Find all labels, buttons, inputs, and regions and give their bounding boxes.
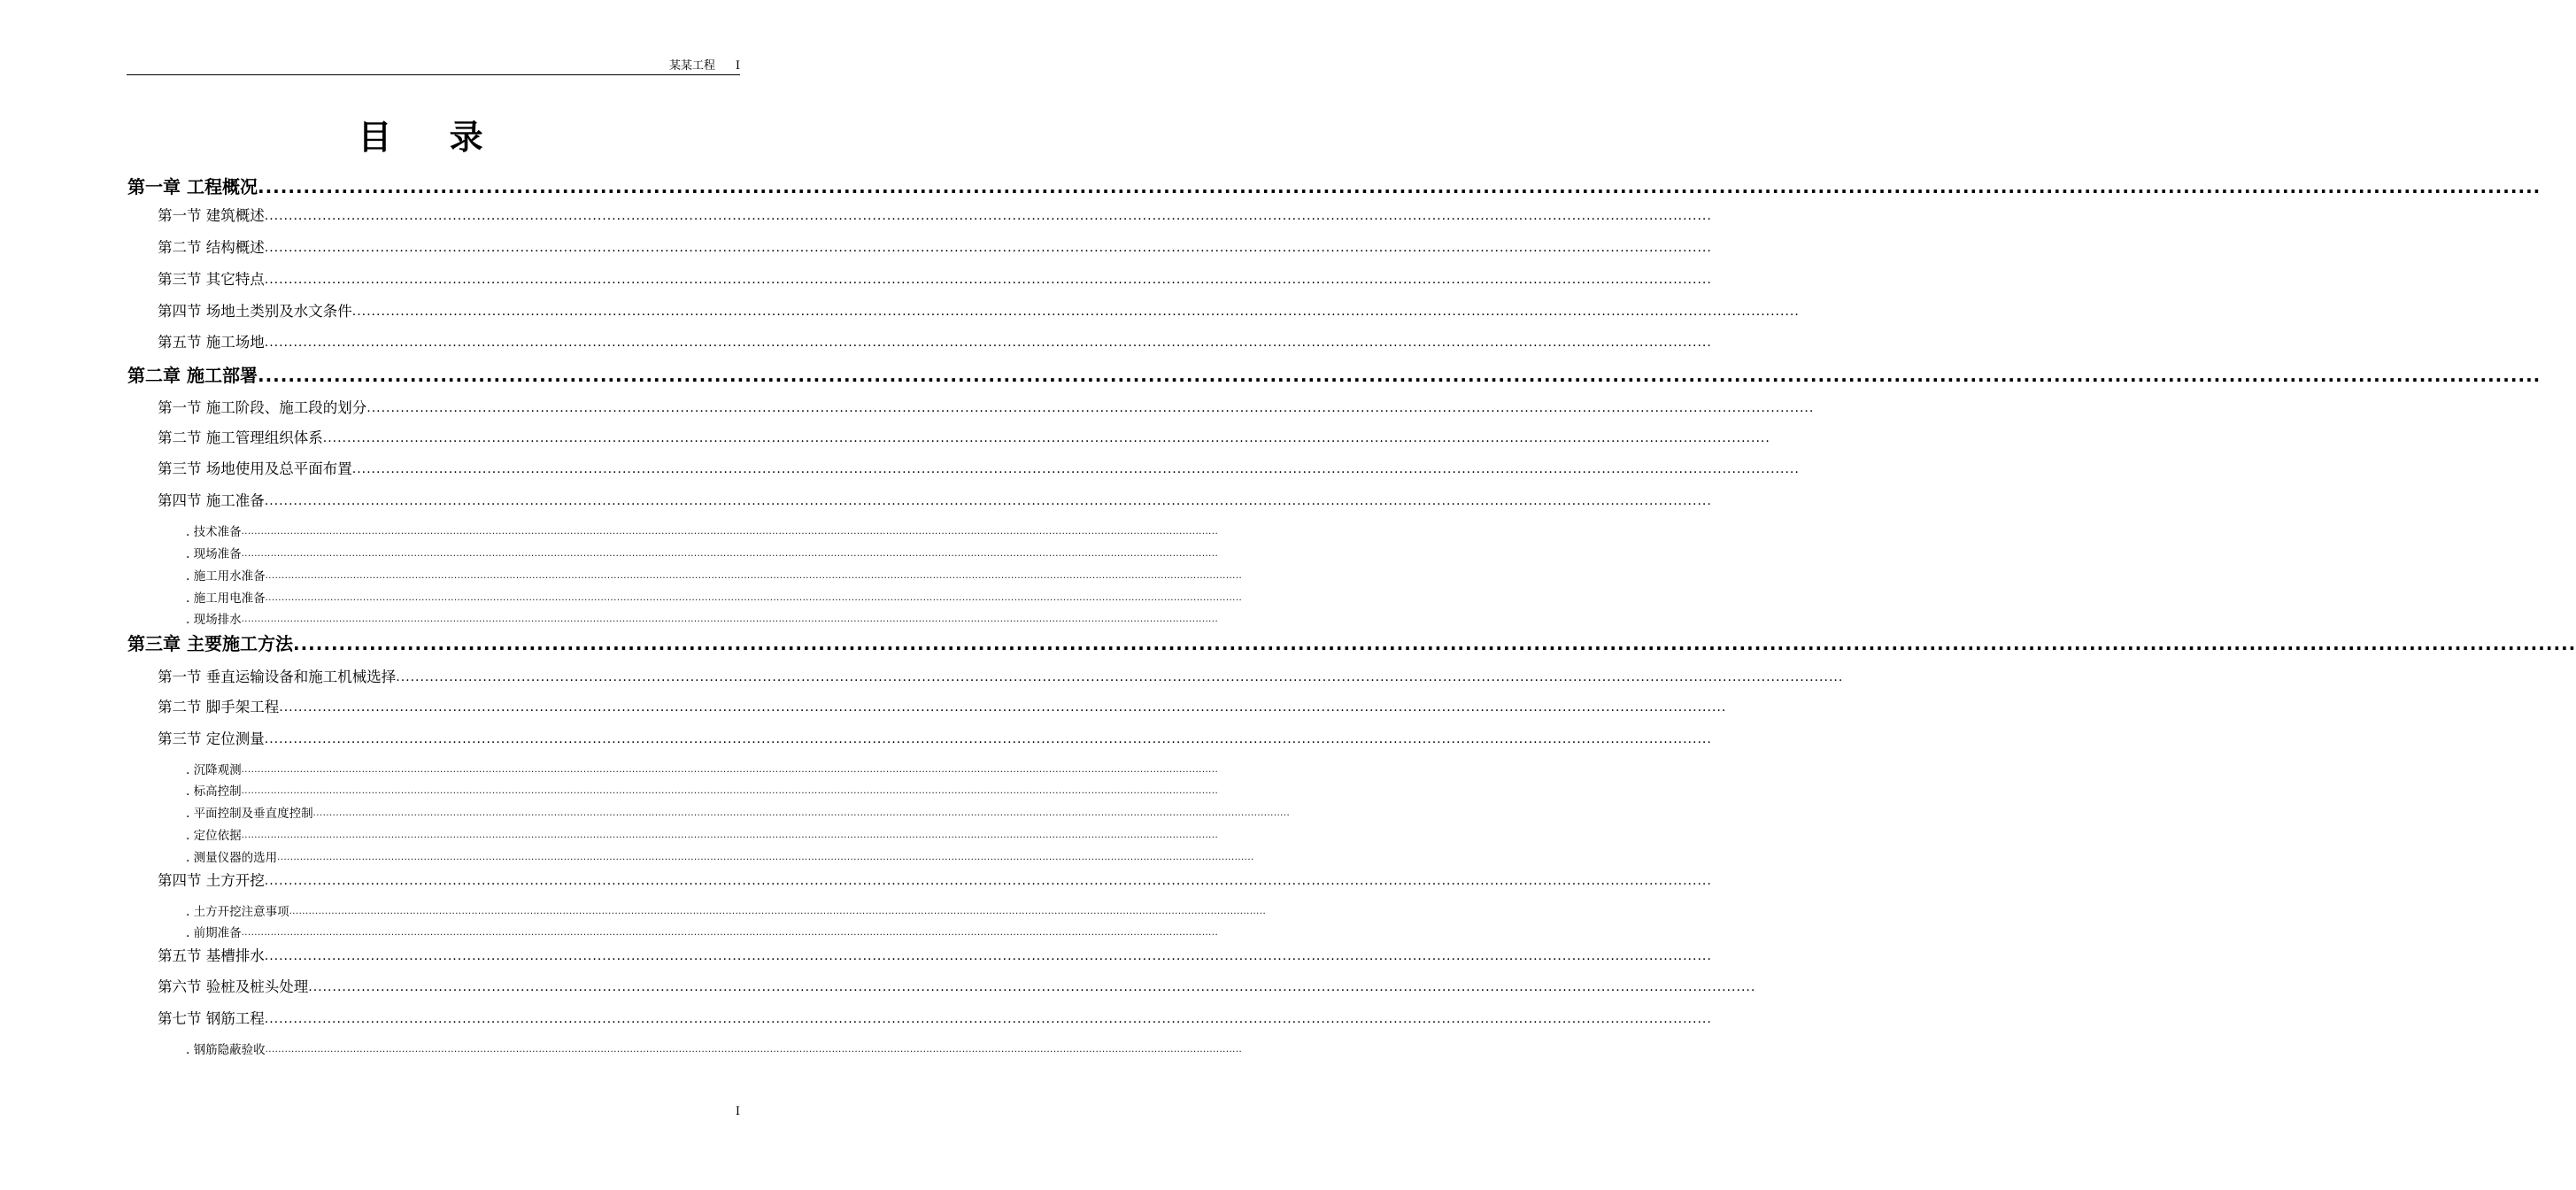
toc-section[interactable]	[158, 458, 1800, 481]
toc-leader: ............................................................................................................................................................................................................................................................................................................	[264, 1012, 1712, 1026]
toc-chapter[interactable]	[127, 174, 2541, 200]
toc-leader: ............................................................................................................................................................................................................................................................................................................	[257, 176, 2541, 197]
toc-section[interactable]	[158, 728, 1712, 751]
toc-label: 第五节 基槽排水	[158, 947, 265, 964]
toc-label: 第二节 施工管理组织体系	[158, 429, 323, 446]
toc-label: 第三节 场地使用及总平面布置	[158, 460, 352, 477]
toc-leader: ............................................................................................................................................................................................................................................................................................................	[289, 907, 1267, 916]
toc-section[interactable]	[158, 236, 1712, 259]
toc-leader: ............................................................................................................................................................................................................................................................................................................	[264, 494, 1712, 508]
toc-item[interactable]	[186, 611, 1219, 629]
toc-leader: ............................................................................................................................................................................................................................................................................................................	[264, 874, 1712, 888]
toc-label: 第三节 其它特点	[158, 271, 265, 288]
toc-section[interactable]	[158, 205, 1712, 228]
toc-label: 第一节 垂直运输设备和施工机械选择	[158, 668, 397, 685]
toc-leader: ............................................................................................................................................................................................................................................................................................................	[308, 980, 1756, 994]
toc-label: 第一节 施工阶段、施工段的划分	[158, 399, 367, 416]
toc-item[interactable]	[186, 1041, 1243, 1059]
toc-item[interactable]	[186, 568, 1243, 585]
toc-leader: ............................................................................................................................................................................................................................................................................................................	[264, 273, 1712, 287]
toc-label: . 钢筋隐蔽验收	[186, 1043, 266, 1057]
document-title: 目 录	[358, 118, 506, 157]
toc-label: . 前期准备	[186, 926, 242, 940]
toc-section[interactable]	[158, 427, 1770, 450]
toc-leader: ............................................................................................................................................................................................................................................................................................................	[292, 633, 2576, 654]
toc-item[interactable]	[186, 761, 1219, 779]
toc-item[interactable]	[186, 903, 1267, 921]
toc-leader: ............................................................................................................................................................................................................................................................................................................	[279, 700, 1727, 715]
toc-leader: ............................................................................................................................................................................................................................................................................................................	[241, 831, 1219, 840]
toc-leader: ............................................................................................................................................................................................................................................................................................................	[241, 614, 1219, 624]
toc-leader: ............................................................................................................................................................................................................................................................................................................	[241, 928, 1219, 938]
footer-page-number: I	[735, 1105, 740, 1118]
toc-label: 第四节 施工准备	[158, 492, 265, 509]
toc-leader: ............................................................................................................................................................................................................................................................................................................	[264, 732, 1712, 746]
toc-label: . 施工用电准备	[186, 591, 266, 606]
toc-leader: ............................................................................................................................................................................................................................................................................................................	[264, 209, 1712, 223]
toc-leader: ............................................................................................................................................................................................................................................................................................................	[264, 949, 1712, 963]
toc-item[interactable]	[186, 827, 1219, 845]
toc-item[interactable]	[186, 805, 1291, 823]
toc-label: . 土方开挖注意事项	[186, 905, 289, 919]
toc-label: . 现场准备	[186, 547, 242, 561]
toc-chapter[interactable]	[127, 630, 2576, 657]
toc-leader: ............................................................................................................................................................................................................................................................................................................	[264, 241, 1712, 255]
toc-label: . 施工用水准备	[186, 569, 266, 583]
toc-label: 第六节 验桩及桩头处理	[158, 978, 309, 995]
toc-section[interactable]	[158, 869, 1712, 892]
toc-section[interactable]	[158, 666, 1844, 689]
toc-label: . 现场排水	[186, 613, 242, 627]
toc-leader: ............................................................................................................................................................................................................................................................................................................	[241, 549, 1219, 559]
toc-label: 第二节 脚手架工程	[158, 699, 280, 715]
toc-section[interactable]	[158, 331, 1712, 354]
toc-section[interactable]	[158, 945, 1712, 968]
toc-label: 第五节 施工场地	[158, 334, 265, 351]
toc-section[interactable]	[158, 490, 1712, 513]
toc-leader: ............................................................................................................................................................................................................................................................................................................	[366, 401, 1815, 415]
toc-section[interactable]	[158, 976, 1756, 999]
toc-leader: ............................................................................................................................................................................................................................................................................................................	[322, 431, 1770, 445]
toc-label: . 沉降观测	[186, 763, 242, 777]
toc-leader: ............................................................................................................................................................................................................................................................................................................	[396, 670, 1844, 684]
toc-section[interactable]	[158, 268, 1712, 291]
toc-section[interactable]	[158, 300, 1800, 323]
header-page-number: I	[735, 59, 740, 73]
toc-leader: ............................................................................................................................................................................................................................................................................................................	[265, 1045, 1243, 1055]
toc-item[interactable]	[186, 523, 1219, 541]
toc-label: 第七节 钢筋工程	[158, 1010, 265, 1027]
toc-leader: ............................................................................................................................................................................................................................................................................................................	[241, 765, 1219, 775]
toc-leader: ............................................................................................................................................................................................................................................................................................................	[264, 336, 1712, 350]
toc-label: 第二节 结构概述	[158, 239, 265, 256]
toc-leader: ............................................................................................................................................................................................................................................................................................................	[241, 786, 1219, 796]
toc-section[interactable]	[158, 696, 1727, 719]
toc-section[interactable]	[158, 1008, 1712, 1031]
toc-label: . 标高控制	[186, 784, 242, 799]
toc-label: 第四节 场地土类别及水文条件	[158, 303, 352, 320]
toc-label: 第一节 建筑概述	[158, 207, 265, 224]
toc-leader: ............................................................................................................................................................................................................................................................................................................	[277, 853, 1254, 862]
toc-item[interactable]	[186, 590, 1243, 607]
toc-label: . 技术准备	[186, 525, 242, 539]
toc-label: 第三章 主要施工方法	[127, 633, 293, 654]
toc-leader: ............................................................................................................................................................................................................................................................................................................	[351, 305, 1800, 319]
toc-section[interactable]	[158, 397, 1815, 420]
toc-chapter[interactable]	[127, 362, 2541, 389]
toc-label: . 定位依据	[186, 829, 242, 843]
toc-item[interactable]	[186, 849, 1254, 867]
toc-label: . 测量仪器的选用	[186, 851, 278, 865]
toc-leader: ............................................................................................................................................................................................................................................................................................................	[241, 527, 1219, 537]
header-title: 某某工程	[668, 59, 715, 73]
toc-label: 第三节 定位测量	[158, 730, 265, 747]
toc-leader: ............................................................................................................................................................................................................................................................................................................	[351, 462, 1800, 476]
toc-label: 第四节 土方开挖	[158, 872, 265, 889]
toc-leader: ............................................................................................................................................................................................................................................................................................................	[257, 365, 2541, 386]
toc-label: 第一章 工程概况	[127, 176, 258, 197]
toc-leader: ............................................................................................................................................................................................................................................................................................................	[265, 593, 1243, 603]
toc-label: 第二章 施工部署	[127, 365, 258, 386]
toc-leader: ............................................................................................................................................................................................................................................................................................................	[265, 571, 1243, 581]
toc-item[interactable]	[186, 924, 1219, 942]
toc-leader: ............................................................................................................................................................................................................................................................................................................	[312, 808, 1291, 818]
toc-label: . 平面控制及垂直度控制	[186, 807, 313, 821]
toc-item[interactable]	[186, 783, 1219, 800]
toc-item[interactable]	[186, 545, 1219, 563]
